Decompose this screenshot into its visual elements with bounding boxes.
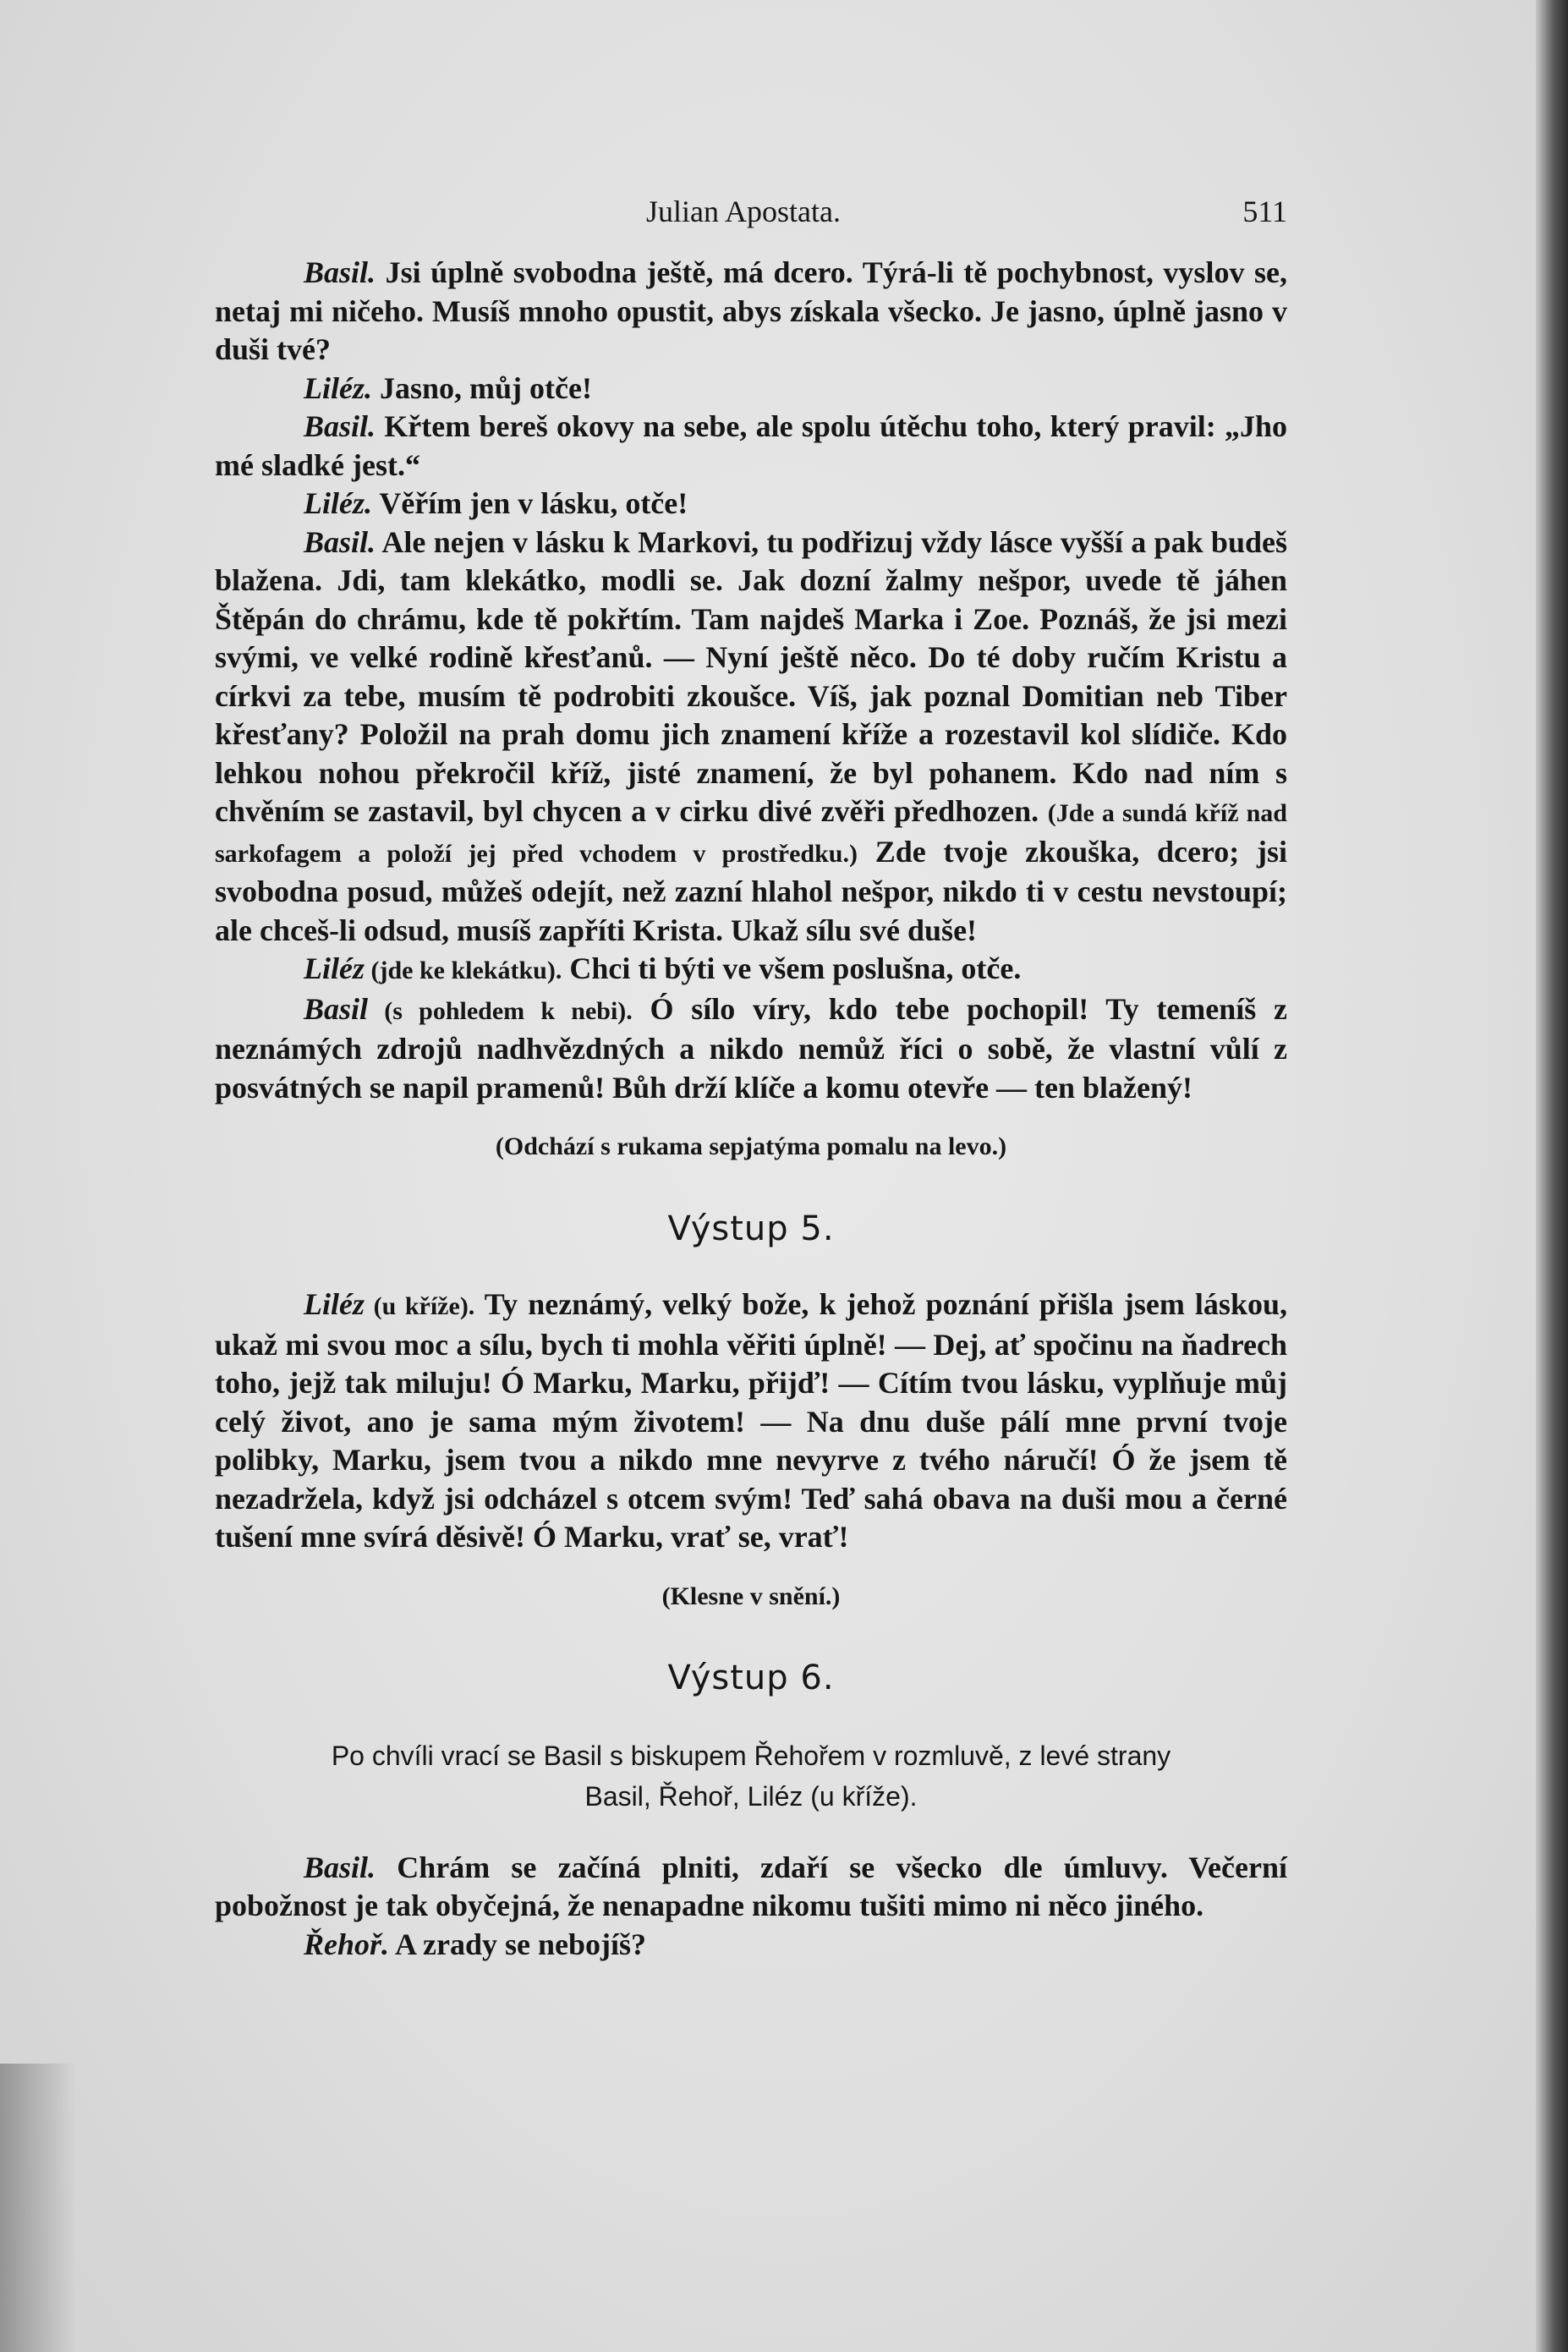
speaker-name: Basil. [304,1850,376,1884]
running-head [215,193,1287,254]
spacer [215,1557,1287,1577]
running-title: Julian Apostata. [646,195,841,228]
dialogue-paragraph [215,485,1287,524]
dialogue-paragraph [215,524,1287,951]
text-column [215,193,1287,1964]
speaker-name: Basil [304,991,369,1026]
page-edge-shadow [1536,0,1568,2352]
dialogue-text: Ale nejen v lásku k Markovi, tu podřizuj vždy lásce vyšší a pak budeš blažena. Jdi, tam klekátko, modli se. Jak dozní žalmy nešpor, uvede tě jáhen Štěpán do chrámu, kde tě pokřtím. Tam najdeš Marka i Zoe. Poznáš, že jsi mezi svými, ve velké rodině křesťanů. — Nyní ještě něco. Do té doby ručím Kristu a církvi za tebe, musím tě podrobiti zkoušce. Víš, jak poznal Domitian neb Tiber křesťany? Položil na prah domu jich znamení kříže a rozestavil kol slídiče. Kdo lehkou nohou překročil kříž, jisté znamení, že byl pohanem. Kdo nad ním s chvěním se zastavil, byl chycen a v cirku divé zvěři předhozen. [215,524,1287,828]
dialogue-text: Jasno, můj otče! [371,370,592,405]
stage-line: Basil, Řehoř, Liléz (u kříže). [584,1780,918,1812]
stage-direction: (jde ke klekátku). [364,957,562,984]
stage-direction: (Jde a sundá kříž nad sarkofagem a položí jej před vchodem v prostředku.) [215,799,1287,868]
dialogue-text: A zrady se nebojíš? [389,1927,647,1961]
dialogue-paragraph [215,1286,1287,1557]
dialogue-paragraph [215,990,1287,1108]
page-number: 511 [1242,195,1287,228]
dialogue-text: Věřím jen v lásku, otče! [371,486,688,520]
exit-stage-direction: (Odchází s rukama sepjatýma pomalu na levo.) [495,1132,1007,1160]
dialogue-text: Křtem bereš okovy na sebe, ale spolu útěchu toho, který pravil: „Jho mé sladké jest.“ [215,409,1287,482]
stage-line: Po chvíli vrací se Basil s biskupem Řehořem v rozmluvě, z levé strany [331,1740,1171,1771]
dialogue-text: Ó sílo víry, kdo tebe pochopil! Ty temeníš z neznámých zdrojů nadhvězdných a nikdo nemůž říci o sobě, že vlastní vůlí z posvátných se napil pramenů! Bůh drží klíče a komu otevře — ten blažený! [215,991,1287,1105]
speaker-name: Basil. [304,409,376,443]
stage-direction-centered: (Klesne v snění.) [661,1582,841,1610]
spacer [215,1817,1287,1849]
dialogue-text: Zde tvoje zkouška, dcero; jsi svobodna posud, můžeš odejít, než zazní hlahol nešpor, nikdo ti v cestu nevstoupí; ale chceš-li odsud, musíš zapříti Krista. Ukaž sílu své duše! [215,834,1287,947]
spacer [215,1107,1287,1127]
dialogue-paragraph [215,408,1287,485]
speaker-name: Basil. [304,524,376,559]
stage-direction: (s pohledem k nebi). [368,996,633,1025]
scene-stage-direction [215,1735,1287,1817]
speaker-name: Řehoř. [304,1927,390,1961]
dialogue-text: Chrám se začíná plniti, zdaří se všecko dle úmluvy. Večerní pobožnost je tak obyčejná, že nenapadne nikomu tušiti mimo ni něco jiného. [215,1850,1287,1922]
scene-heading: Výstup 5. [667,1209,835,1248]
binding-shadow [0,2064,76,2352]
scene-heading: Výstup 6. [667,1658,835,1697]
dialogue-text: Jsi úplně svobodna ještě, má dcero. Týrá-li tě pochybnost, vyslov se, netaj mi ničeho. Musíš mnoho opustit, abys získala všecko. Je jasno, úplně jasno v duši tvé? [215,255,1287,366]
dialogue-paragraph [215,1926,1287,1965]
dialogue-paragraph [215,950,1287,990]
dialogue-paragraph [215,254,1287,370]
speaker-name: Liléz. [304,370,372,405]
dialogue-paragraph [215,370,1287,408]
dialogue-text: Ty neznámý, velký bože, k jehož poznání přišla jsem láskou, ukaž mi svou moc a sílu, bych ti mohla věřiti úplně! — Dej, ať spočinu na ňadrech toho, jejž tak miluju! Ó Marku, Marku, přijď! — Cítím tvou lásku, vyplňuje můj celý život, ano je sama mým životem! — Na dnu duše pálí mne první tvoje polibky, Marku, jsem tvou a nikdo mne nevyrve z tvého náručí! Ó že jsem tě nezadržela, když jsi odcházel s otcem svým! Teď sahá obava na duši mou a černé tušení mne svírá děsivě! Ó Marku, vrať se, vrať! [215,1287,1287,1554]
speaker-name: Liléz [304,951,365,985]
dialogue-text: Chci ti býti ve všem poslušna, otče. [562,951,1022,985]
speaker-name: Basil. [304,255,376,289]
dialogue-paragraph [215,1849,1287,1926]
speaker-name: Liléz [304,1287,365,1321]
speaker-name: Liléz. [304,486,372,520]
stage-direction: (u kříže). [364,1292,475,1320]
